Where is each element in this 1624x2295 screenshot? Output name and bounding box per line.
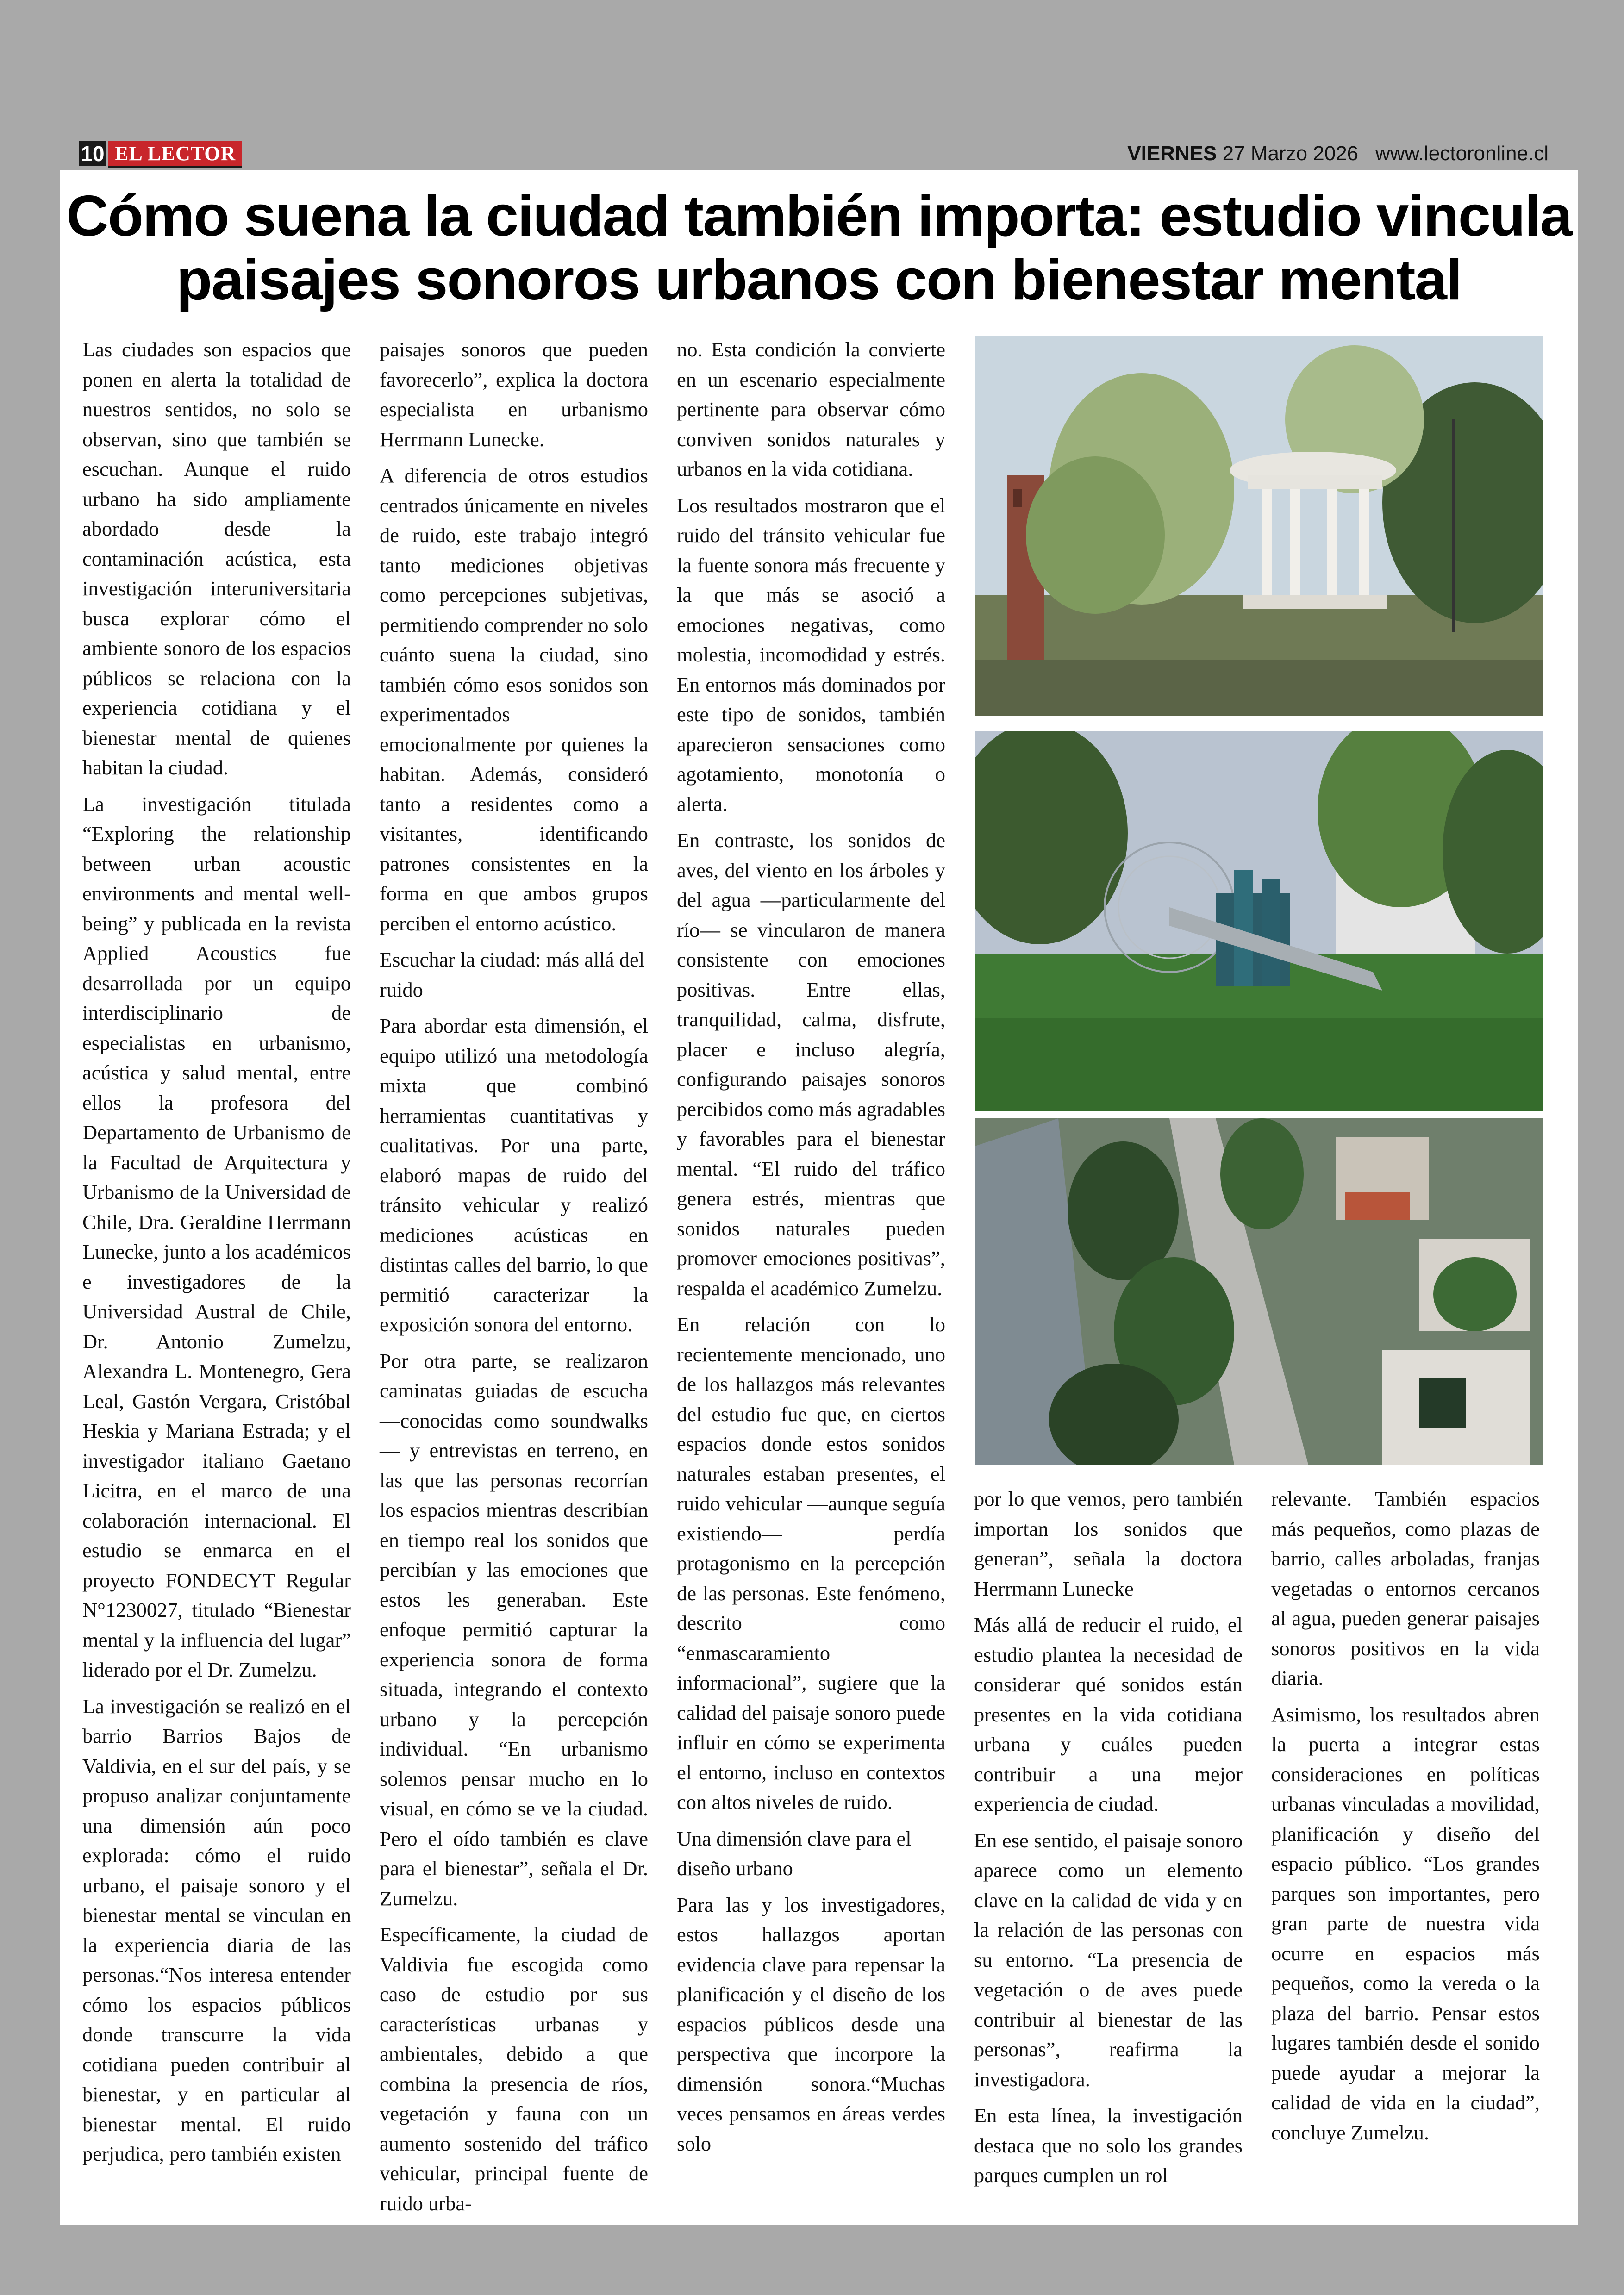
paragraph: Por otra parte, se realizaron caminatas guiadas de escucha —conocidas como soundwalks— y entrevistas en terreno, en las que las personas recorrían los espacios mientras describían en tiempo real los sonidos que percibían y las emociones que estos les generaban. Este enfoque permitió capturar la experiencia sonora de forma situada, integrando el contexto urbano y la percepción individual. “En urbanismo solemos pensar mucho en lo visual, en cómo se ve la ciudad. Pero el oído también es clave para el bienestar”, señala el Dr. Zumelzu. [380,1349,648,1910]
subheading: Escuchar la ciudad: más allá del ruido [380,948,645,1001]
paragraph: por lo que vemos, pero también importan los sonidos que generan”, señala la doctora Herrmann Lunecke [974,1487,1243,1600]
paragraph: Específicamente, la ciudad de Valdivia fue escogida como caso de estudio por sus características urbanas y ambientales, debido a que combina la presencia de ríos, vegetación y fauna con un aumento sostenido del tráfico vehicular, principal fuente de ruido urba- [380,1923,648,2215]
paragraph: En contraste, los sonidos de aves, del viento en los árboles y del agua —particularmente del río— se vincularon de manera consistente con emociones positivas. Entre ellas, tranquilidad, calma, disfrute, placer e incluso alegría, configurando paisajes sonoros percibidos como más agradables y favorables para el bienestar mental. “El ruido del tráfico genera estrés, mientras que sonidos naturales pueden promover emociones positivas”, respalda el académico Zumelzu. [677,829,945,1300]
photo-aerial-street [975,1118,1543,1465]
article-column-5 [1271,1484,1540,2154]
paragraph: no. Esta condición la convierte en un escenario especialmente pertinente para observar cómo conviven sonidos naturales y urbanos en la vida cotidiana. [677,338,945,480]
paragraph: Para las y los investigadores, estos hallazgos aportan evidencia clave para repensar la planificación y el diseño de los espacios públicos desde una perspectiva que incorpore la dimensión sonora.“Muchas veces pensamos en áreas verdes solo [677,1893,945,2155]
article-column-3 [677,335,945,2165]
paragraph: La investigación titulada “Exploring the relationship between urban acoustic environments and mental well-being” y publicada en la revista Applied Acoustics fue desarrollada por un equipo interdisciplinario de especialistas en urbanismo, acústica y salud mental, entre ellos la profesora del Departamento de Urbanismo de la Facultad de Arquitectura y Urbanismo de la Universidad de Chile, Dra. Geraldine Herrmann Lunecke, junto a los académicos e investigadores de la Universidad Austral de Chile, Dr. Antonio Zumelzu, Alexandra L. Montenegro, Gera Leal, Gastón Vergara, Cristóbal Heskia y Mariana Estrada; y el investigador italiano Gaetano Licitra, en el marco de una colaboración internacional. El estudio se enmarca en el proyecto FONDECYT Regular N°1230027, titulado “Bienestar mental y la influencia del lugar” liderado por el Dr. Zumelzu. [82,792,351,1681]
photo-park-gazebo [975,336,1543,716]
header-dateline [1127,141,1549,166]
newspaper-logo: EL LECTOR [108,141,242,168]
paragraph: Las ciudades son espacios que ponen en alerta la totalidad de nuestros sentidos, no solo se observan, sino que también se escuchan. Aunque el ruido urbano ha sido ampliamente abordado desde la contaminación acústica, esta investigación interuniversitaria busca explorar cómo el ambiente sonoro de los espacios públicos se relaciona con la experiencia cotidiana y el bienestar mental de quienes habitan la ciudad. [82,338,351,779]
paragraph: paisajes sonoros que pueden favorecerlo”, explica la doctora especialista en urbanismo Herrmann Lunecke. [380,338,648,451]
paragraph: La investigación se realizó en el barrio Barrios Bajos de Valdivia, en el sur del país, y se propuso analizar conjuntamente una dimensión aún poco explorada: cómo el ruido urbano, el paisaje sonoro y el bienestar mental se vinculan en la experiencia diaria de las personas.“Nos interesa entender cómo los espacios públicos donde transcurre la vida cotidiana pueden contribuir al bienestar, y en particular al bienestar mental. El ruido perjudica, pero también existen [82,1694,351,2165]
paragraph: A diferencia de otros estudios centrados únicamente en niveles de ruido, este trabajo integró tanto mediciones objetivas como percepciones subjetivas, permitiendo comprender no solo cuánto suena la ciudad, sino también cómo esos sonidos son experimentados emocionalmente por quienes la habitan. Además, consideró tanto a residentes como a visitantes, identificando patrones consistentes en la forma en que ambos grupos perciben el entorno acústico. [380,464,648,935]
headline-line-2: paisajes sonoros urbanos con bienestar mental [176,248,1462,312]
article-headline [45,184,1593,312]
paragraph: En relación con lo recientemente mencionado, uno de los hallazgos más relevantes del estudio fue que, en ciertos espacios donde estos sonidos naturales estaban presentes, el ruido vehicular —aunque seguía existiendo— perdía protagonismo en la percepción de las personas. Este fenómeno, descrito como “enmascaramiento informacional”, sugiere que la calidad del paisaje sonoro puede influir en cómo se experimenta el entorno, incluso en contextos con altos niveles de ruido. [677,1313,945,1814]
paragraph: Más allá de reducir el ruido, el estudio plantea la necesidad de considerar qué sonidos están presentes en la vida cotidiana urbana y cuáles pueden contribuir a una mejor experiencia de ciudad. [974,1613,1243,1815]
subheading: Una dimensión clave para el diseño urbano [677,1827,912,1880]
paragraph: Para abordar esta dimensión, el equipo utilizó una metodología mixta que combinó herramientas cuantitativas y cualitativas. Por una parte, elaboró mapas de ruido del tránsito vehicular y realizó mediciones acústicas en distintas calles del barrio, lo que permitió caracterizar la exposición sonora del entorno. [380,1014,648,1336]
header-website[interactable]: www.lectoronline.cl [1375,142,1549,165]
page-header [79,141,1549,169]
page-number: 10 [79,141,106,166]
header-day: VIERNES [1127,142,1217,165]
headline-line-1: Cómo suena la ciudad también importa: estudio vincula [66,184,1572,248]
paragraph: En esta línea, la investigación destaca que no solo los grandes parques cumplen un rol [974,2104,1243,2187]
paragraph: relevante. También espacios más pequeños, como plazas de barrio, calles arboladas, franjas vegetadas o entornos cercanos al agua, pueden generar paisajes sonoros positivos en la vida diaria. [1271,1487,1540,1690]
paragraph: Los resultados mostraron que el ruido del tránsito vehicular fue la fuente sonora más frecuente y la que más se asoció a emociones negativas, como molestia, incomodidad y estrés. En entornos más dominados por este tipo de sonidos, también aparecieron sensaciones como agotamiento, monotonía o alerta. [677,493,945,816]
article-column-1 [82,335,351,2176]
header-date: 27 Marzo 2026 [1222,142,1359,165]
photo-sculpture-park [975,731,1543,1111]
newspaper-page [60,170,1578,2225]
article-column-4 [974,1484,1243,2197]
paragraph: En ese sentido, el paisaje sonoro aparece como un elemento clave en la calidad de vida y en la relación de las personas con su entorno. “La presencia de vegetación o de aves puede contribuir al bienestar de las personas”, reafirma la investigadora. [974,1828,1243,2091]
article-column-2 [380,335,648,2225]
paragraph: Asimismo, los resultados abren la puerta a integrar estas consideraciones en políticas urbanas vinculadas a movilidad, planificación y diseño del espacio público. “Los grandes parques son importantes, pero gran parte de nuestra vida ocurre en espacios más pequeños, como la vereda o la plaza del barrio. Pensar estos lugares también desde el sonido puede ayudar a mejorar la calidad de vida en la ciudad”, concluye Zumelzu. [1271,1703,1540,2144]
